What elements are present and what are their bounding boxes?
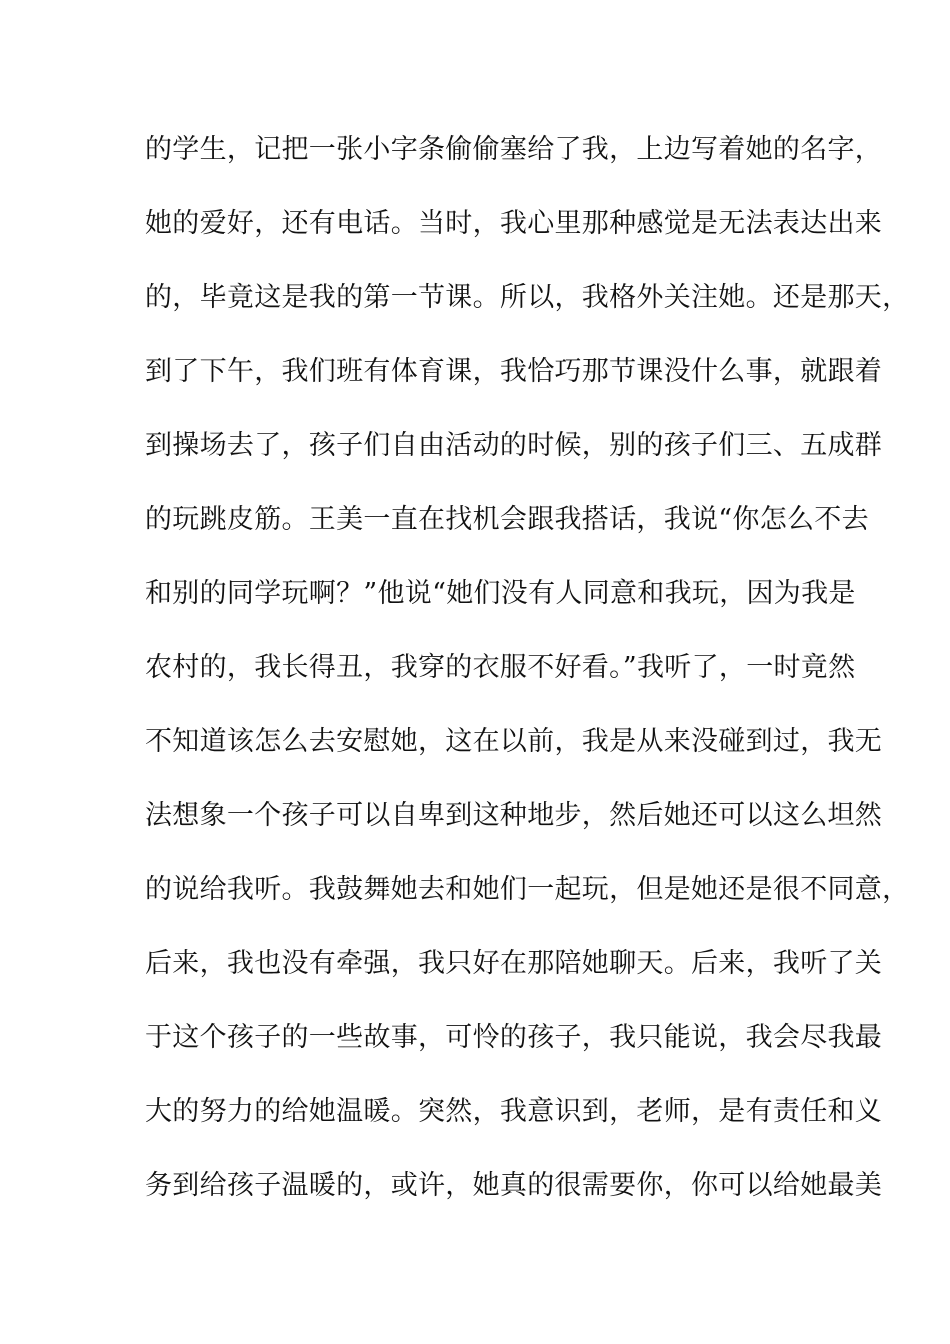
text-line: 的说给我听。我鼓舞她去和她们一起玩，但是她还是很不同意， — [145, 874, 910, 905]
text-line: 到了下午，我们班有体育课，我恰巧那节课没什么事，就跟着 — [145, 356, 883, 387]
text-line: 后来，我也没有牵强，我只好在那陪她聊天。后来，我听了关 — [145, 948, 883, 979]
body-text — [145, 128, 910, 1238]
text-line: 大的努力的给她温暖。突然，我意识到，老师，是有责任和义 — [145, 1096, 883, 1127]
text-line: 和别的同学玩啊？”他说“她们没有人同意和我玩，因为我是 — [145, 578, 856, 609]
text-line: 的玩跳皮筋。王美一直在找机会跟我搭话，我说“你怎么不去 — [145, 504, 869, 535]
text-line: 于这个孩子的一些故事，可怜的孩子，我只能说，我会尽我最 — [145, 1022, 883, 1053]
text-line: 法想象一个孩子可以自卑到这种地步，然后她还可以这么坦然 — [145, 800, 883, 831]
text-line: 她的爱好，还有电话。当时，我心里那种感觉是无法表达出来 — [145, 208, 883, 239]
text-line: 的，毕竟这是我的第一节课。所以，我格外关注她。还是那天， — [145, 282, 910, 313]
text-line: 的学生，记把一张小字条偷偷塞给了我，上边写着她的名字， — [145, 134, 883, 165]
text-line: 不知道该怎么去安慰她，这在以前，我是从来没碰到过，我无 — [145, 726, 883, 757]
text-line: 到操场去了，孩子们自由活动的时候，别的孩子们三、五成群 — [145, 430, 883, 461]
text-line: 农村的，我长得丑，我穿的衣服不好看。”我听了，一时竟然 — [145, 652, 856, 683]
text-line: 务到给孩子温暖的，或许，她真的很需要你，你可以给她最美 — [145, 1170, 883, 1201]
